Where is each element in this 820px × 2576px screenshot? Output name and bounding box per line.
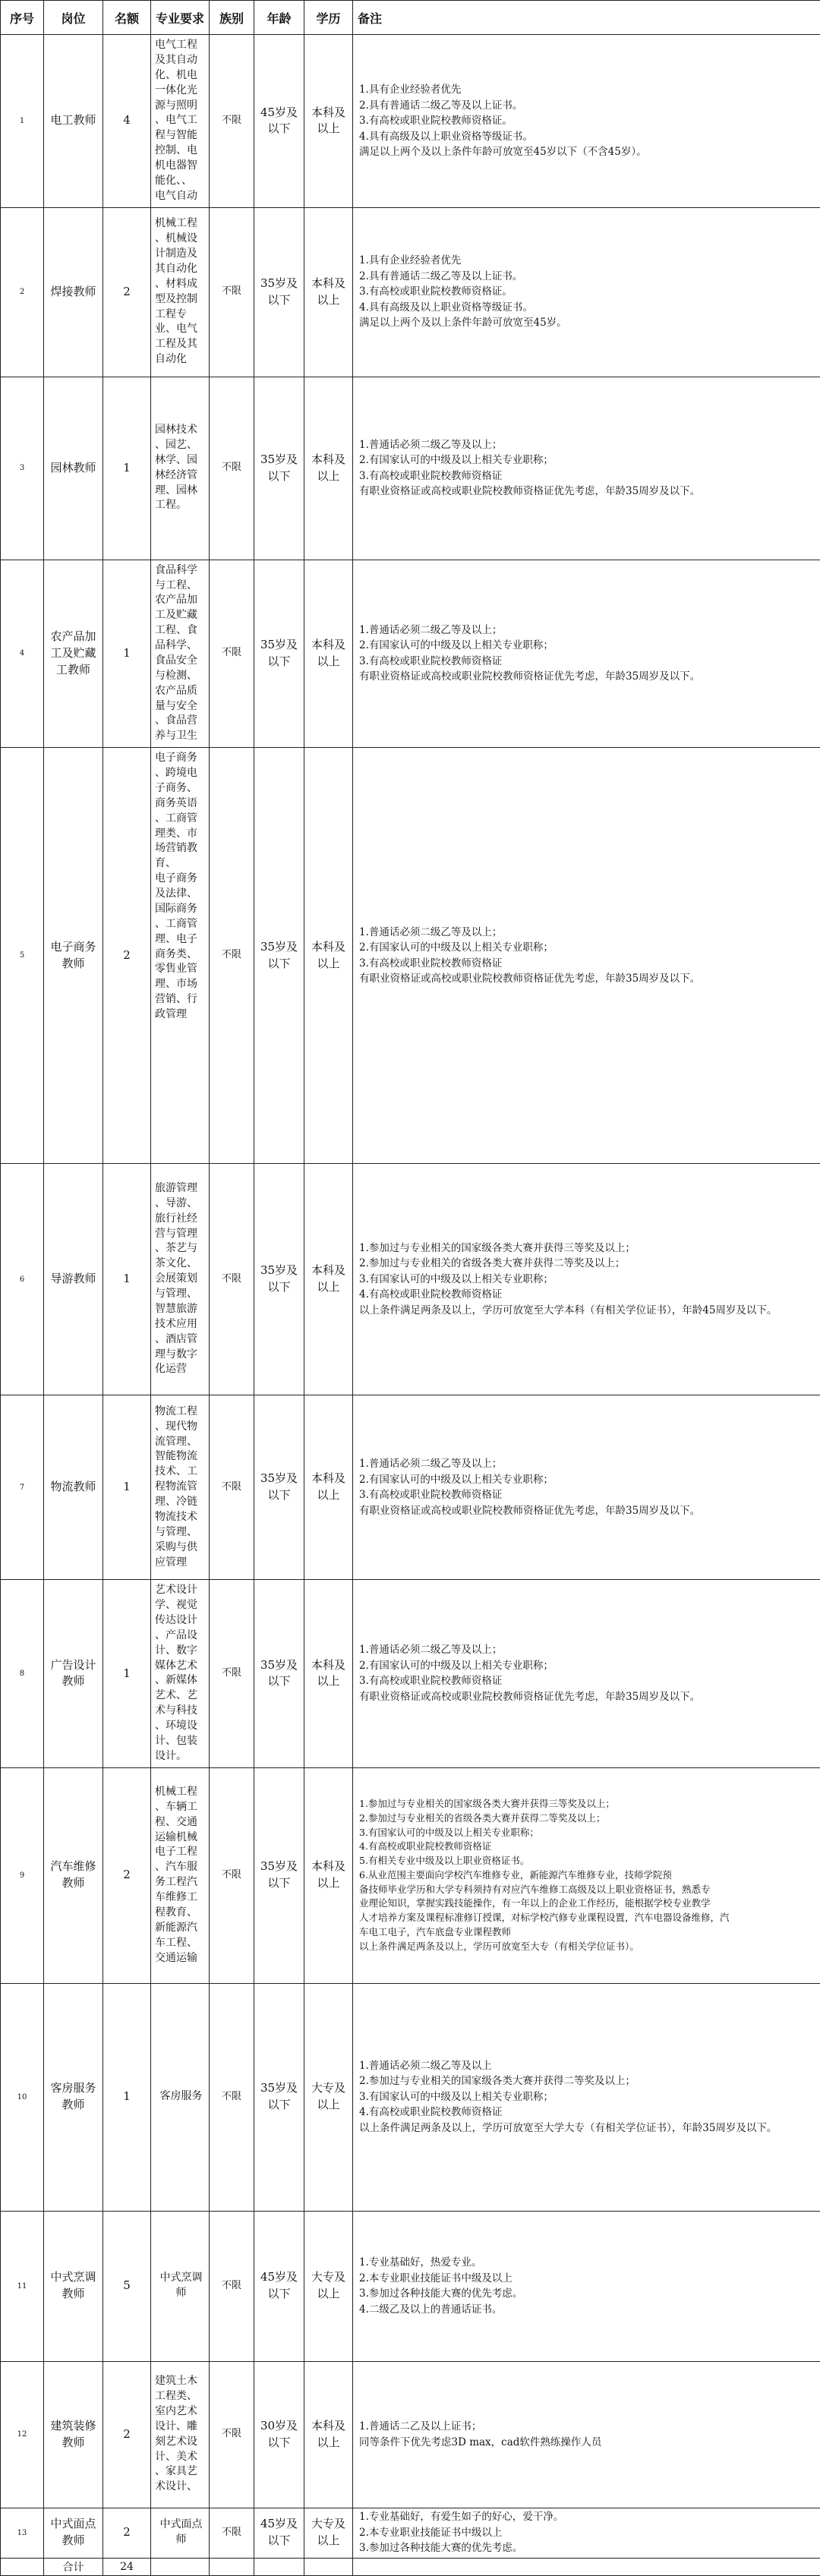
row-quota: 1 bbox=[103, 1164, 151, 1395]
row-limit: 不限 bbox=[210, 2211, 254, 2361]
row-age: 45岁及以下 bbox=[254, 35, 304, 208]
row-index: 3 bbox=[1, 377, 44, 560]
row-notes: 1.普通话必须二级乙等及以上； 2.有国家认可的中级及以上相关专业职称； 3.有高校或职业院校教师资格证 有职业资格证或高校或职业院校教师资格证优先考虑，年龄35周岁及以下。 bbox=[353, 1580, 820, 1768]
row-education: 本科及以上 bbox=[304, 748, 353, 1164]
row-quota: 2 bbox=[103, 2361, 151, 2508]
row-notes: 1.参加过与专业相关的国家级各类大赛并获得三等奖及以上； 2.参加过与专业相关的省级各类大赛并获得二等奖及以上； 3.有国家认可的中级及以上相关专业职称； 4.有高校或职业院校教师资格证 以上条件满足两条及以上，学历可放宽至大学本科（有相关学位证书），年龄45周岁及以下。 bbox=[353, 1164, 820, 1395]
row-education: 本科及以上 bbox=[304, 207, 353, 377]
row-limit: 不限 bbox=[210, 2361, 254, 2508]
row-limit: 不限 bbox=[210, 207, 254, 377]
row-notes: 1.普通话必须二级乙等及以上； 2.有国家认可的中级及以上相关专业职称； 3.有高校或职业院校教师资格证 有职业资格证或高校或职业院校教师资格证优先考虑，年龄35周岁及以下。 bbox=[353, 748, 820, 1164]
row-limit: 不限 bbox=[210, 748, 254, 1164]
row-position: 导游教师 bbox=[44, 1164, 103, 1395]
row-notes: 1.专业基础好，有爱生如子的好心，爱干净。 2.本专业职业技能证书中级以上 3.参加过各种技能大赛的优先考虑。 bbox=[353, 2508, 820, 2558]
row-quota: 1 bbox=[103, 1580, 151, 1768]
table-row bbox=[1, 1983, 820, 2211]
row-index: 13 bbox=[1, 2508, 44, 2558]
header-age: 年龄 bbox=[254, 1, 304, 35]
table-row bbox=[1, 207, 820, 377]
table-row bbox=[1, 35, 820, 208]
row-notes: 1.普通话必须二级乙等及以上； 2.有国家认可的中级及以上相关专业职称； 3.有高校或职业院校教师资格证 有职业资格证或高校或职业院校教师资格证优先考虑，年龄35周岁及以下。 bbox=[353, 560, 820, 748]
row-quota: 2 bbox=[103, 207, 151, 377]
header-position: 岗位 bbox=[44, 1, 103, 35]
row-notes: 1.普通话必须二级乙等及以上 2.参加过与专业相关的国家级各类大赛并获得二等奖及以上； 3.有国家认可的中级及以上相关专业职称； 4.有高校或职业院校教师资格证 以上条件满足两条及以上，学历可放宽至大学大专（有相关学位证书），年龄35周岁及以下。 bbox=[353, 1983, 820, 2211]
row-quota: 2 bbox=[103, 748, 151, 1164]
total-spacer bbox=[304, 2558, 353, 2575]
row-age: 35岁及以下 bbox=[254, 1164, 304, 1395]
row-limit: 不限 bbox=[210, 35, 254, 208]
row-index: 1 bbox=[1, 35, 44, 208]
row-limit: 不限 bbox=[210, 1395, 254, 1580]
total-value: 24 bbox=[103, 2558, 151, 2575]
row-major: 艺术设计 学、视觉 传达设计 、产品设 计、数字 媒体艺术 、新媒体 艺术、艺 术与科技 、环境设 计、包装 设计。 bbox=[151, 1580, 210, 1768]
row-position: 建筑装修教师 bbox=[44, 2361, 103, 2508]
row-limit: 不限 bbox=[210, 2508, 254, 2558]
row-position: 客房服务教师 bbox=[44, 1983, 103, 2211]
row-notes: 1.普通话必须二级乙等及以上； 2.有国家认可的中级及以上相关专业职称； 3.有高校或职业院校教师资格证 有职业资格证或高校或职业院校教师资格证优先考虑，年龄35周岁及以下。 bbox=[353, 377, 820, 560]
total-row bbox=[1, 2558, 820, 2575]
row-index: 2 bbox=[1, 207, 44, 377]
row-age: 35岁及以下 bbox=[254, 748, 304, 1164]
table-row bbox=[1, 1395, 820, 1580]
row-age: 35岁及以下 bbox=[254, 1767, 304, 1983]
table-row bbox=[1, 748, 820, 1164]
table-row bbox=[1, 2211, 820, 2361]
row-education: 大专及以上 bbox=[304, 2211, 353, 2361]
row-education: 本科及以上 bbox=[304, 560, 353, 748]
row-quota: 1 bbox=[103, 1983, 151, 2211]
row-age: 35岁及以下 bbox=[254, 1395, 304, 1580]
row-limit: 不限 bbox=[210, 560, 254, 748]
row-major: 旅游管理 、导游、 旅行社经 营与管理 、茶艺与 茶文化、 会展策划 与管理、 智慧旅游 技术应用 、酒店管 理与数字 化运营 bbox=[151, 1164, 210, 1395]
header-notes: 备注 bbox=[353, 1, 820, 35]
row-position: 焊接教师 bbox=[44, 207, 103, 377]
row-position: 中式烹调教师 bbox=[44, 2211, 103, 2361]
header-major: 专业要求 bbox=[151, 1, 210, 35]
row-position: 物流教师 bbox=[44, 1395, 103, 1580]
row-quota: 5 bbox=[103, 2211, 151, 2361]
row-education: 大专及以上 bbox=[304, 1983, 353, 2211]
row-age: 35岁及以下 bbox=[254, 1580, 304, 1768]
row-education: 本科及以上 bbox=[304, 35, 353, 208]
row-education: 本科及以上 bbox=[304, 1580, 353, 1768]
total-spacer bbox=[210, 2558, 254, 2575]
table-row bbox=[1, 1580, 820, 1768]
row-major: 客房服务 bbox=[151, 1983, 210, 2211]
row-education: 本科及以上 bbox=[304, 1164, 353, 1395]
total-spacer bbox=[353, 2558, 820, 2575]
row-age: 35岁及以下 bbox=[254, 377, 304, 560]
header-education: 学历 bbox=[304, 1, 353, 35]
row-major: 物流工程 、现代物 流管理、 智能物流 技术、工 程物流管 理、冷链 物流技术 与管理、 采购与供 应管理 bbox=[151, 1395, 210, 1580]
table-row bbox=[1, 560, 820, 748]
row-limit: 不限 bbox=[210, 1983, 254, 2211]
row-education: 本科及以上 bbox=[304, 377, 353, 560]
row-index: 8 bbox=[1, 1580, 44, 1768]
header-index: 序号 bbox=[1, 1, 44, 35]
table-row bbox=[1, 2508, 820, 2558]
row-notes: 1.普通话必须二级乙等及以上； 2.有国家认可的中级及以上相关专业职称； 3.有高校或职业院校教师资格证 有职业资格证或高校或职业院校教师资格证优先考虑，年龄35周岁及以下。 bbox=[353, 1395, 820, 1580]
row-major: 电气工程 及其自动 化、机电 一体化光 源与照明 、电气工 程与智能 控制、电 机电器智 能化、、 电气自动 bbox=[151, 35, 210, 208]
total-spacer bbox=[1, 2558, 44, 2575]
row-age: 30岁及以下 bbox=[254, 2361, 304, 2508]
row-major: 中式烹调 师 bbox=[151, 2211, 210, 2361]
row-quota: 1 bbox=[103, 560, 151, 748]
row-limit: 不限 bbox=[210, 377, 254, 560]
row-index: 4 bbox=[1, 560, 44, 748]
row-index: 12 bbox=[1, 2361, 44, 2508]
row-position: 农产品加工及贮藏工教师 bbox=[44, 560, 103, 748]
row-notes: 1.参加过与专业相关的国家级各类大赛并获得三等奖及以上； 2.参加过与专业相关的省级各类大赛并获得二等奖及以上； 3.有国家认可的中级及以上相关专业职称； 4.有高校或职业院校教师资格证 5.有相关专业中级及以上职业资格证书。 6.从业范围主要面向学校汽车维修专业，新能源汽车维修专业，技师学院预 备技师毕业学历和大学专科须持有对应汽车维修工高级及以上职业资格证书，熟悉专 业理论知识，掌握实践技能操作，有一年以上的企业工作经历，能根据学校专业教学 人才培养方案及课程标准修订授课，对标学校汽修专业课程设置，汽车电器设备维修，汽 车电工电子，汽车底盘专业课程教师 以上条件满足两条及以上，学历可放宽至大专（有相关学位证书）。 bbox=[353, 1767, 820, 1983]
row-age: 35岁及以下 bbox=[254, 560, 304, 748]
row-major: 食品科学 与工程、 农产品加 工及贮藏 工程、食 品科学、 食品安全 与检测、 农产品质 量与安全 、食品营 养与卫生 bbox=[151, 560, 210, 748]
row-education: 本科及以上 bbox=[304, 2361, 353, 2508]
row-position: 园林教师 bbox=[44, 377, 103, 560]
table-row bbox=[1, 377, 820, 560]
row-quota: 2 bbox=[103, 2508, 151, 2558]
row-index: 9 bbox=[1, 1767, 44, 1983]
row-index: 7 bbox=[1, 1395, 44, 1580]
row-age: 35岁及以下 bbox=[254, 1983, 304, 2211]
row-major: 机械工程 、车辆工 程、交通 运输机械 电子工程 、汽车服 务工程汽 车维修工 程教育、 新能源汽 车工程、 交通运输 bbox=[151, 1767, 210, 1983]
row-position: 汽车维修教师 bbox=[44, 1767, 103, 1983]
row-notes: 1.专业基础好，热爱专业。 2.本专业职业技能证书中级及以上 3.参加过各种技能大赛的优先考虑。 4.二级乙及以上的普通话证书。 bbox=[353, 2211, 820, 2361]
row-education: 本科及以上 bbox=[304, 1395, 353, 1580]
row-education: 大专及以上 bbox=[304, 2508, 353, 2558]
header-limit: 族别 bbox=[210, 1, 254, 35]
row-age: 45岁及以下 bbox=[254, 2211, 304, 2361]
row-quota: 1 bbox=[103, 377, 151, 560]
row-position: 广告设计教师 bbox=[44, 1580, 103, 1768]
row-limit: 不限 bbox=[210, 1164, 254, 1395]
row-major: 机械工程 、机械设 计制造及 其自动化 、材料成 型及控制 工程专 业、电气 工程及其 自动化 bbox=[151, 207, 210, 377]
table-row bbox=[1, 1767, 820, 1983]
row-index: 6 bbox=[1, 1164, 44, 1395]
row-age: 45岁及以下 bbox=[254, 2508, 304, 2558]
row-index: 11 bbox=[1, 2211, 44, 2361]
row-limit: 不限 bbox=[210, 1580, 254, 1768]
row-major: 园林技术 、园艺、 林学、园 林经济管 理、园林 工程。 bbox=[151, 377, 210, 560]
row-position: 电工教师 bbox=[44, 35, 103, 208]
row-notes: 1.具有企业经验者优先 2.具有普通话二级乙等及以上证书。 3.有高校或职业院校教师资格证。 4.具有高级及以上职业资格等级证书。 满足以上两个及以上条件年龄可放宽至45岁。 bbox=[353, 207, 820, 377]
table-row bbox=[1, 1164, 820, 1395]
row-major: 电子商务 、跨境电 子商务、 商务英语 、工商管 理类、市 场营销教 育、 电子商务 及法律、 国际商务 、工商管 理、电子 商务类、 零售业管 理、市场 营销、行 政管理 bbox=[151, 748, 210, 1164]
row-index: 5 bbox=[1, 748, 44, 1164]
row-notes: 1.具有企业经验者优先 2.具有普通话二级乙等及以上证书。 3.有高校或职业院校教师资格证。 4.具有高级及以上职业资格等级证书。 满足以上两个及以上条件年龄可放宽至45岁以下（不含45岁）。 bbox=[353, 35, 820, 208]
table-row bbox=[1, 2361, 820, 2508]
row-index: 10 bbox=[1, 1983, 44, 2211]
row-position: 中式面点教师 bbox=[44, 2508, 103, 2558]
row-major: 建筑土木 工程类、 室内艺术 设计、雕 刻艺术设 计、美术 、家具艺 术设计、 bbox=[151, 2361, 210, 2508]
total-spacer bbox=[151, 2558, 210, 2575]
row-quota: 2 bbox=[103, 1767, 151, 1983]
row-quota: 1 bbox=[103, 1395, 151, 1580]
row-major: 中式面点 师 bbox=[151, 2508, 210, 2558]
row-limit: 不限 bbox=[210, 1767, 254, 1983]
row-education: 本科及以上 bbox=[304, 1767, 353, 1983]
row-quota: 4 bbox=[103, 35, 151, 208]
header-quota: 名额 bbox=[103, 1, 151, 35]
row-age: 35岁及以下 bbox=[254, 207, 304, 377]
total-spacer bbox=[254, 2558, 304, 2575]
row-position: 电子商务教师 bbox=[44, 748, 103, 1164]
total-label: 合计 bbox=[44, 2558, 103, 2575]
header-row bbox=[1, 1, 820, 35]
row-notes: 1.普通话二乙及以上证书； 同等条件下优先考虑3D max，cad软件熟练操作人员 bbox=[353, 2361, 820, 2508]
